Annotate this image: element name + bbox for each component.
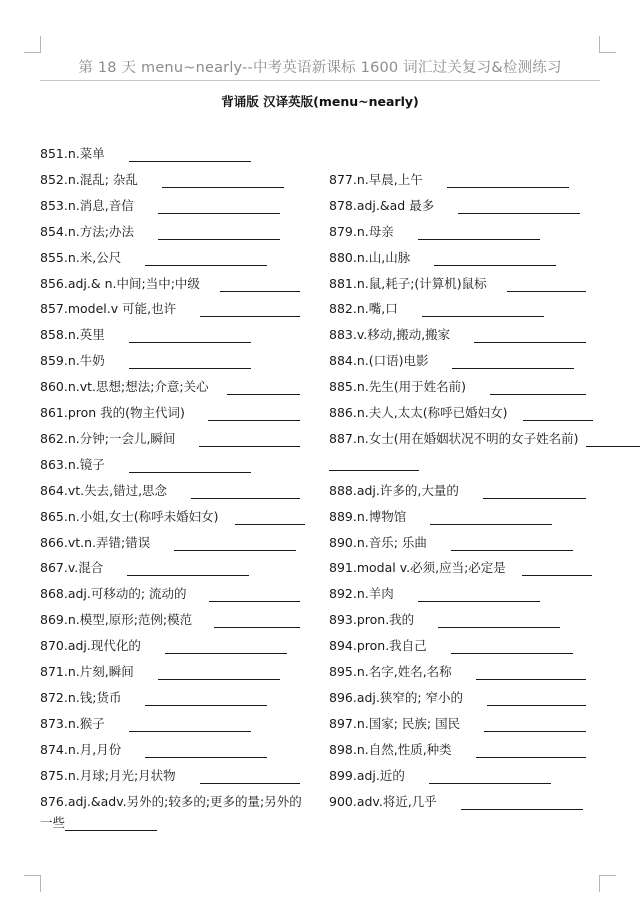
vocab-item [40, 353, 251, 369]
vocab-prompt: 861.pron 我的(物主代词) [40, 405, 185, 420]
vocab-item [40, 483, 300, 499]
answer-blank[interactable] [523, 407, 593, 421]
vocab-prompt: 882.n.嘴,口 [329, 301, 398, 317]
answer-blank[interactable] [451, 537, 573, 551]
answer-blank[interactable] [434, 252, 556, 266]
vocab-prompt: 866.vt.n.弄错;错误 [40, 534, 151, 550]
answer-blank[interactable] [422, 303, 544, 317]
vocab-prompt: 874.n.月,月份 [40, 741, 122, 757]
vocab-prompt: 892.n.羊肉 [329, 586, 394, 602]
continuation-text: 一些 [40, 815, 66, 831]
vocab-prompt: 876.adj.&adv.另外的;较多的;更多的量;另外的 [40, 793, 302, 809]
vocab-prompt: 858.n.英里 [40, 327, 105, 343]
vocab-item [40, 250, 267, 266]
vocab-prompt: 875.n.月球;月光;月状物 [40, 767, 176, 783]
vocab-prompt: 873.n.猴子 [40, 715, 105, 731]
vocab-prompt: 898.n.自然,性质,种类 [329, 741, 452, 757]
vocab-item [40, 224, 280, 240]
vocab-prompt: 893.pron.我的 [329, 612, 415, 628]
vocab-prompt: 897.n.国家; 民族; 国民 [329, 715, 461, 731]
answer-blank[interactable] [129, 459, 251, 473]
vocab-item [329, 379, 586, 395]
answer-blank[interactable] [129, 355, 251, 369]
vocab-item [40, 509, 305, 525]
answer-blank[interactable] [235, 511, 305, 525]
vocab-prompt: 872.n.钱;货币 [40, 689, 122, 705]
vocab-prompt: 852.n.混乱; 杂乱 [40, 171, 138, 187]
vocab-prompt: 887.n.女士(用在婚姻状况不明的女子姓名前) [329, 430, 579, 446]
answer-blank[interactable] [429, 770, 551, 784]
vocab-item [329, 353, 574, 369]
vocab-item [329, 509, 552, 525]
vocab-prompt: 865.n.小姐,女士(称呼未婚妇女) [40, 508, 219, 524]
answer-blank[interactable] [200, 303, 300, 317]
vocab-item [40, 301, 300, 317]
vocab-prompt: 854.n.方法;办法 [40, 223, 134, 239]
vocab-item [329, 431, 640, 447]
vocab-item [40, 794, 302, 810]
vocab-prompt: 896.adj.狭窄的; 窄小的 [329, 689, 464, 705]
vocab-prompt: 890.n.音乐; 乐曲 [329, 534, 427, 550]
answer-blank[interactable] [490, 381, 586, 395]
vocab-prompt: 863.n.镜子 [40, 456, 105, 472]
vocab-prompt: 880.n.山,山脉 [329, 249, 411, 265]
answer-blank[interactable] [451, 640, 573, 654]
vocab-item [40, 742, 267, 758]
vocab-prompt: 867.v.混合 [40, 560, 104, 576]
vocab-item [329, 794, 583, 810]
corner-mark-top-left [24, 36, 41, 53]
vocab-item [329, 250, 556, 266]
vocab-prompt: 899.adj.近的 [329, 767, 405, 783]
answer-blank[interactable] [158, 666, 280, 680]
vocab-item [329, 664, 586, 680]
vocab-prompt: 855.n.米,公尺 [40, 249, 122, 265]
corner-mark-bottom-right [599, 875, 616, 892]
answer-blank[interactable] [165, 640, 287, 654]
answer-blank[interactable] [214, 614, 300, 628]
answer-blank[interactable] [418, 226, 540, 240]
vocab-prompt: 862.n.分钟;一会儿,瞬间 [40, 430, 176, 446]
answer-blank[interactable] [129, 718, 251, 732]
vocab-item [40, 327, 251, 343]
answer-blank[interactable] [522, 562, 592, 576]
vocab-prompt: 856.adj.& n.中间;当中;中级 [40, 275, 200, 291]
vocab-prompt: 886.n.夫人,太太(称呼已婚妇女) [329, 405, 508, 420]
vocab-item [40, 198, 280, 214]
vocab-prompt: 885.n.先生(用于姓名前) [329, 379, 466, 395]
vocab-prompt: 891.modal v.必须,应当;必定是 [329, 560, 506, 576]
answer-blank[interactable] [145, 252, 267, 266]
answer-blank[interactable] [227, 381, 300, 395]
corner-mark-bottom-left [24, 875, 41, 892]
answer-blank[interactable] [430, 511, 552, 525]
vocab-item [40, 586, 300, 602]
vocab-item [40, 276, 300, 292]
vocab-item [329, 327, 586, 343]
vocab-item [329, 457, 419, 471]
vocab-item [329, 301, 544, 317]
answer-blank[interactable] [438, 614, 560, 628]
vocab-item [329, 172, 569, 188]
vocab-item [329, 768, 551, 784]
vocab-prompt: 859.n.牛奶 [40, 353, 105, 369]
continuation-line [40, 815, 157, 831]
answer-blank[interactable] [145, 692, 267, 706]
vocab-item [329, 276, 586, 292]
page-subtitle: 背诵版 汉译英版(menu~nearly) [221, 94, 419, 109]
answer-blank[interactable] [158, 226, 280, 240]
vocab-prompt: 881.n.鼠,耗子;(计算机)鼠标 [329, 275, 487, 291]
answer-blank[interactable] [162, 174, 284, 188]
answer-blank[interactable] [447, 174, 569, 188]
vocab-prompt: 895.n.名字,姓名,名称 [329, 664, 452, 679]
vocab-item [40, 146, 251, 162]
answer-blank[interactable] [474, 329, 586, 343]
header-divider [40, 80, 600, 81]
answer-blank[interactable] [199, 433, 300, 447]
answer-blank[interactable] [418, 588, 540, 602]
vocab-prompt: 884.n.(口语)电影 [329, 353, 429, 369]
answer-blank[interactable] [158, 200, 280, 214]
vocab-prompt: 889.n.博物馆 [329, 508, 407, 524]
answer-blank[interactable] [458, 200, 580, 214]
vocab-prompt: 853.n.消息,音信 [40, 197, 134, 213]
vocab-item [329, 483, 586, 499]
vocab-item [40, 405, 300, 421]
vocab-item [329, 405, 593, 421]
vocab-prompt: 868.adj.可移动的; 流动的 [40, 586, 187, 602]
vocab-prompt: 869.n.模型,原形;范例;模范 [40, 612, 193, 628]
vocab-item [40, 716, 251, 732]
vocab-item [329, 586, 540, 602]
answer-blank[interactable] [174, 537, 296, 551]
answer-blank[interactable] [452, 355, 574, 369]
vocab-prompt: 860.n.vt.思想;想法;介意;关心 [40, 379, 209, 395]
vocab-item [329, 612, 560, 628]
corner-mark-top-right [599, 36, 616, 53]
answer-blank[interactable] [487, 692, 586, 706]
vocab-item [40, 690, 267, 706]
vocab-item [329, 716, 586, 732]
vocab-prompt: 871.n.片刻,瞬间 [40, 664, 134, 679]
vocab-item [40, 457, 251, 473]
vocab-item [40, 560, 249, 576]
answer-blank[interactable] [586, 433, 640, 447]
vocab-item [329, 560, 592, 576]
vocab-prompt: 894.pron.我自己 [329, 638, 427, 654]
vocab-item [329, 690, 586, 706]
vocab-item [329, 224, 540, 240]
vocab-item [40, 612, 300, 628]
answer-blank[interactable] [220, 278, 300, 292]
answer-blank[interactable] [476, 744, 586, 758]
vocab-prompt: 857.model.v 可能,也许 [40, 301, 177, 317]
answer-blank[interactable] [191, 485, 300, 499]
vocab-prompt: 877.n.早晨,上午 [329, 171, 423, 187]
vocab-item [40, 535, 296, 551]
vocab-prompt: 878.adj.&ad 最多 [329, 197, 435, 213]
vocab-prompt: 864.vt.失去,错过,思念 [40, 482, 168, 498]
answer-blank[interactable] [209, 588, 300, 602]
answer-blank[interactable] [484, 718, 586, 732]
vocab-item [40, 379, 300, 395]
answer-blank[interactable] [476, 666, 586, 680]
answer-blank[interactable] [329, 457, 419, 471]
vocab-item [329, 742, 586, 758]
vocab-item [40, 768, 300, 784]
vocab-prompt: 870.adj.现代化的 [40, 638, 141, 654]
vocab-item [40, 664, 280, 680]
vocab-prompt: 883.v.移动,搬动,搬家 [329, 327, 451, 343]
answer-blank[interactable] [129, 329, 251, 343]
answer-blank[interactable] [127, 562, 249, 576]
vocab-item [329, 198, 580, 214]
vocab-prompt: 879.n.母亲 [329, 223, 394, 239]
vocab-item [329, 638, 573, 654]
vocab-item [329, 535, 573, 551]
vocab-item [40, 172, 284, 188]
vocab-item [40, 431, 300, 447]
answer-blank[interactable] [483, 485, 586, 499]
page-header-title: 第 18 天 menu~nearly--中考英语新课标 1600 词汇过关复习&检测练习 [78, 60, 562, 76]
answer-blank[interactable] [129, 148, 251, 162]
answer-blank[interactable] [200, 770, 300, 784]
answer-blank[interactable] [65, 817, 157, 831]
answer-blank[interactable] [208, 407, 300, 421]
answer-blank[interactable] [461, 796, 583, 810]
answer-blank[interactable] [507, 278, 586, 292]
vocab-item [40, 638, 287, 654]
vocab-prompt: 888.adj.许多的,大量的 [329, 482, 459, 498]
vocab-prompt: 851.n.菜单 [40, 146, 105, 161]
answer-blank[interactable] [145, 744, 267, 758]
vocab-prompt: 900.adv.将近,几乎 [329, 793, 437, 809]
